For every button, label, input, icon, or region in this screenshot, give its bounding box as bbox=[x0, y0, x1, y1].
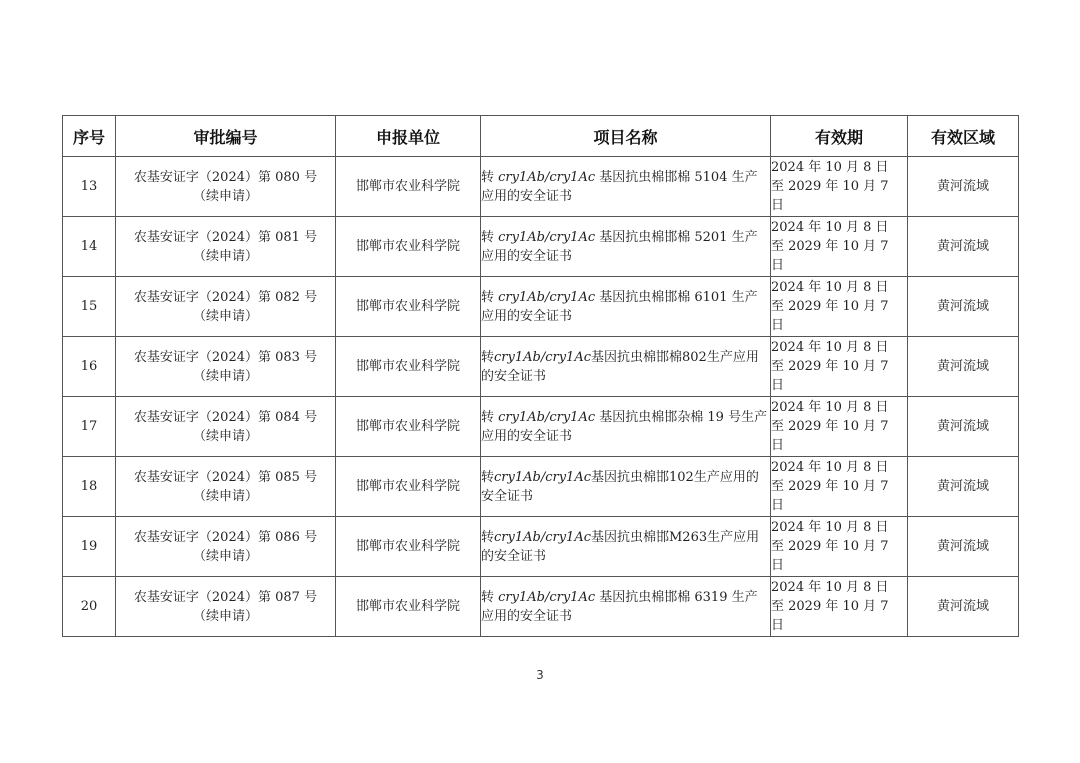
renewal-note: （续申请） bbox=[192, 488, 258, 504]
validity-end: 至 2029 年 10 月 7 bbox=[771, 299, 889, 314]
gene-name: cry1Ab/cry1Ac bbox=[498, 229, 596, 245]
row-region: 黄河流域 bbox=[908, 277, 1019, 337]
row-approval-no bbox=[116, 397, 336, 457]
row-seq: 16 bbox=[63, 337, 116, 397]
validity-end: 至 2029 年 10 月 7 bbox=[771, 419, 889, 434]
row-seq: 13 bbox=[63, 157, 116, 217]
row-project-name bbox=[481, 397, 771, 457]
row-unit: 邯郸市农业科学院 bbox=[336, 397, 481, 457]
row-approval-no bbox=[116, 457, 336, 517]
table-row bbox=[63, 457, 1019, 517]
row-validity bbox=[771, 397, 908, 457]
validity-start: 2024 年 10 月 8 日 bbox=[771, 280, 889, 295]
row-project-name bbox=[481, 277, 771, 337]
validity-end-day: 日 bbox=[771, 438, 785, 453]
row-region: 黄河流域 bbox=[908, 337, 1019, 397]
row-approval-no bbox=[116, 157, 336, 217]
gene-name: cry1Ab/cry1Ac bbox=[494, 529, 591, 545]
validity-end: 至 2029 年 10 月 7 bbox=[771, 539, 889, 554]
validity-end: 至 2029 年 10 月 7 bbox=[771, 359, 889, 374]
table-header-row bbox=[63, 116, 1019, 157]
project-name-prefix: 转 bbox=[481, 289, 499, 305]
row-region: 黄河流域 bbox=[908, 577, 1019, 637]
table-row bbox=[63, 277, 1019, 337]
project-name-suffix: 基因抗虫棉邯棉 6101 生产应用的安全证书 bbox=[481, 289, 758, 324]
project-name-prefix: 转 bbox=[481, 529, 495, 545]
row-project-name bbox=[481, 337, 771, 397]
project-name-prefix: 转 bbox=[481, 169, 499, 185]
project-name-suffix: 基因抗虫棉邯棉 5201 生产应用的安全证书 bbox=[481, 229, 758, 264]
renewal-note: （续申请） bbox=[192, 188, 258, 204]
row-project-name bbox=[481, 157, 771, 217]
row-seq: 20 bbox=[63, 577, 116, 637]
renewal-note: （续申请） bbox=[192, 368, 258, 384]
row-validity bbox=[771, 517, 908, 577]
table-row bbox=[63, 157, 1019, 217]
project-name-prefix: 转 bbox=[481, 589, 499, 605]
validity-end: 至 2029 年 10 月 7 bbox=[771, 179, 889, 194]
renewal-note: （续申请） bbox=[192, 308, 258, 324]
row-validity bbox=[771, 337, 908, 397]
approval-no-line: 农基安证字（2024）第 083 号 bbox=[133, 349, 318, 365]
approval-no-line: 农基安证字（2024）第 082 号 bbox=[133, 289, 318, 305]
table-row bbox=[63, 337, 1019, 397]
project-name-suffix: 基因抗虫棉邯102生产应用的安全证书 bbox=[481, 469, 759, 504]
header-project: 项目名称 bbox=[481, 116, 771, 157]
approval-no-line: 农基安证字（2024）第 086 号 bbox=[133, 529, 318, 545]
renewal-note: （续申请） bbox=[192, 608, 258, 624]
row-validity bbox=[771, 217, 908, 277]
row-region: 黄河流域 bbox=[908, 517, 1019, 577]
approval-no-line: 农基安证字（2024）第 081 号 bbox=[133, 229, 318, 245]
row-seq: 17 bbox=[63, 397, 116, 457]
project-name-suffix: 基因抗虫棉邯M263生产应用的安全证书 bbox=[481, 529, 760, 564]
gene-name: cry1Ab/cry1Ac bbox=[494, 469, 591, 485]
validity-end-day: 日 bbox=[771, 198, 785, 213]
header-validity: 有效期 bbox=[771, 116, 908, 157]
validity-end-day: 日 bbox=[771, 318, 785, 333]
row-unit: 邯郸市农业科学院 bbox=[336, 577, 481, 637]
row-region: 黄河流域 bbox=[908, 457, 1019, 517]
validity-end-day: 日 bbox=[771, 258, 785, 273]
certificate-table bbox=[62, 115, 1019, 637]
row-unit: 邯郸市农业科学院 bbox=[336, 157, 481, 217]
project-name-suffix: 基因抗虫棉邯棉 5104 生产应用的安全证书 bbox=[481, 169, 758, 204]
row-region: 黄河流域 bbox=[908, 397, 1019, 457]
row-project-name bbox=[481, 517, 771, 577]
validity-end-day: 日 bbox=[771, 558, 785, 573]
renewal-note: （续申请） bbox=[192, 548, 258, 564]
project-name-suffix: 基因抗虫棉邯棉 6319 生产应用的安全证书 bbox=[481, 589, 758, 624]
validity-start: 2024 年 10 月 8 日 bbox=[771, 580, 889, 595]
project-name-suffix: 基因抗虫棉邯棉802生产应用的安全证书 bbox=[481, 349, 759, 384]
row-validity bbox=[771, 277, 908, 337]
row-seq: 15 bbox=[63, 277, 116, 337]
row-unit: 邯郸市农业科学院 bbox=[336, 517, 481, 577]
validity-end: 至 2029 年 10 月 7 bbox=[771, 599, 889, 614]
project-name-suffix: 基因抗虫棉邯杂棉 19 号生产应用的安全证书 bbox=[481, 409, 768, 444]
project-name-prefix: 转 bbox=[481, 469, 495, 485]
row-validity bbox=[771, 157, 908, 217]
gene-name: cry1Ab/cry1Ac bbox=[494, 349, 591, 365]
row-region: 黄河流域 bbox=[908, 217, 1019, 277]
row-unit: 邯郸市农业科学院 bbox=[336, 457, 481, 517]
validity-start: 2024 年 10 月 8 日 bbox=[771, 220, 889, 235]
row-seq: 19 bbox=[63, 517, 116, 577]
table-row bbox=[63, 397, 1019, 457]
row-seq: 18 bbox=[63, 457, 116, 517]
header-unit: 申报单位 bbox=[336, 116, 481, 157]
table-row bbox=[63, 577, 1019, 637]
row-unit: 邯郸市农业科学院 bbox=[336, 217, 481, 277]
gene-name: cry1Ab/cry1Ac bbox=[498, 289, 596, 305]
header-seq: 序号 bbox=[63, 116, 116, 157]
validity-start: 2024 年 10 月 8 日 bbox=[771, 400, 889, 415]
validity-start: 2024 年 10 月 8 日 bbox=[771, 160, 889, 175]
gene-name: cry1Ab/cry1Ac bbox=[498, 589, 596, 605]
validity-start: 2024 年 10 月 8 日 bbox=[771, 340, 889, 355]
gene-name: cry1Ab/cry1Ac bbox=[498, 409, 596, 425]
table-row bbox=[63, 217, 1019, 277]
validity-end: 至 2029 年 10 月 7 bbox=[771, 479, 889, 494]
row-validity bbox=[771, 577, 908, 637]
row-unit: 邯郸市农业科学院 bbox=[336, 337, 481, 397]
row-approval-no bbox=[116, 577, 336, 637]
row-region: 黄河流域 bbox=[908, 157, 1019, 217]
project-name-prefix: 转 bbox=[481, 229, 499, 245]
renewal-note: （续申请） bbox=[192, 428, 258, 444]
table-row bbox=[63, 517, 1019, 577]
page-number: 3 bbox=[536, 668, 544, 682]
row-project-name bbox=[481, 577, 771, 637]
renewal-note: （续申请） bbox=[192, 248, 258, 264]
row-approval-no bbox=[116, 517, 336, 577]
gene-name: cry1Ab/cry1Ac bbox=[498, 169, 596, 185]
row-unit: 邯郸市农业科学院 bbox=[336, 277, 481, 337]
approval-no-line: 农基安证字（2024）第 084 号 bbox=[133, 409, 318, 425]
validity-end-day: 日 bbox=[771, 618, 785, 633]
validity-end: 至 2029 年 10 月 7 bbox=[771, 239, 889, 254]
project-name-prefix: 转 bbox=[481, 409, 499, 425]
validity-start: 2024 年 10 月 8 日 bbox=[771, 460, 889, 475]
approval-no-line: 农基安证字（2024）第 087 号 bbox=[133, 589, 318, 605]
row-seq: 14 bbox=[63, 217, 116, 277]
row-approval-no bbox=[116, 217, 336, 277]
validity-end-day: 日 bbox=[771, 378, 785, 393]
row-project-name bbox=[481, 217, 771, 277]
project-name-prefix: 转 bbox=[481, 349, 495, 365]
header-approval-no: 审批编号 bbox=[116, 116, 336, 157]
approval-no-line: 农基安证字（2024）第 080 号 bbox=[133, 169, 318, 185]
row-validity bbox=[771, 457, 908, 517]
approval-no-line: 农基安证字（2024）第 085 号 bbox=[133, 469, 318, 485]
row-project-name bbox=[481, 457, 771, 517]
validity-end-day: 日 bbox=[771, 498, 785, 513]
row-approval-no bbox=[116, 277, 336, 337]
header-region: 有效区域 bbox=[908, 116, 1019, 157]
row-approval-no bbox=[116, 337, 336, 397]
validity-start: 2024 年 10 月 8 日 bbox=[771, 520, 889, 535]
